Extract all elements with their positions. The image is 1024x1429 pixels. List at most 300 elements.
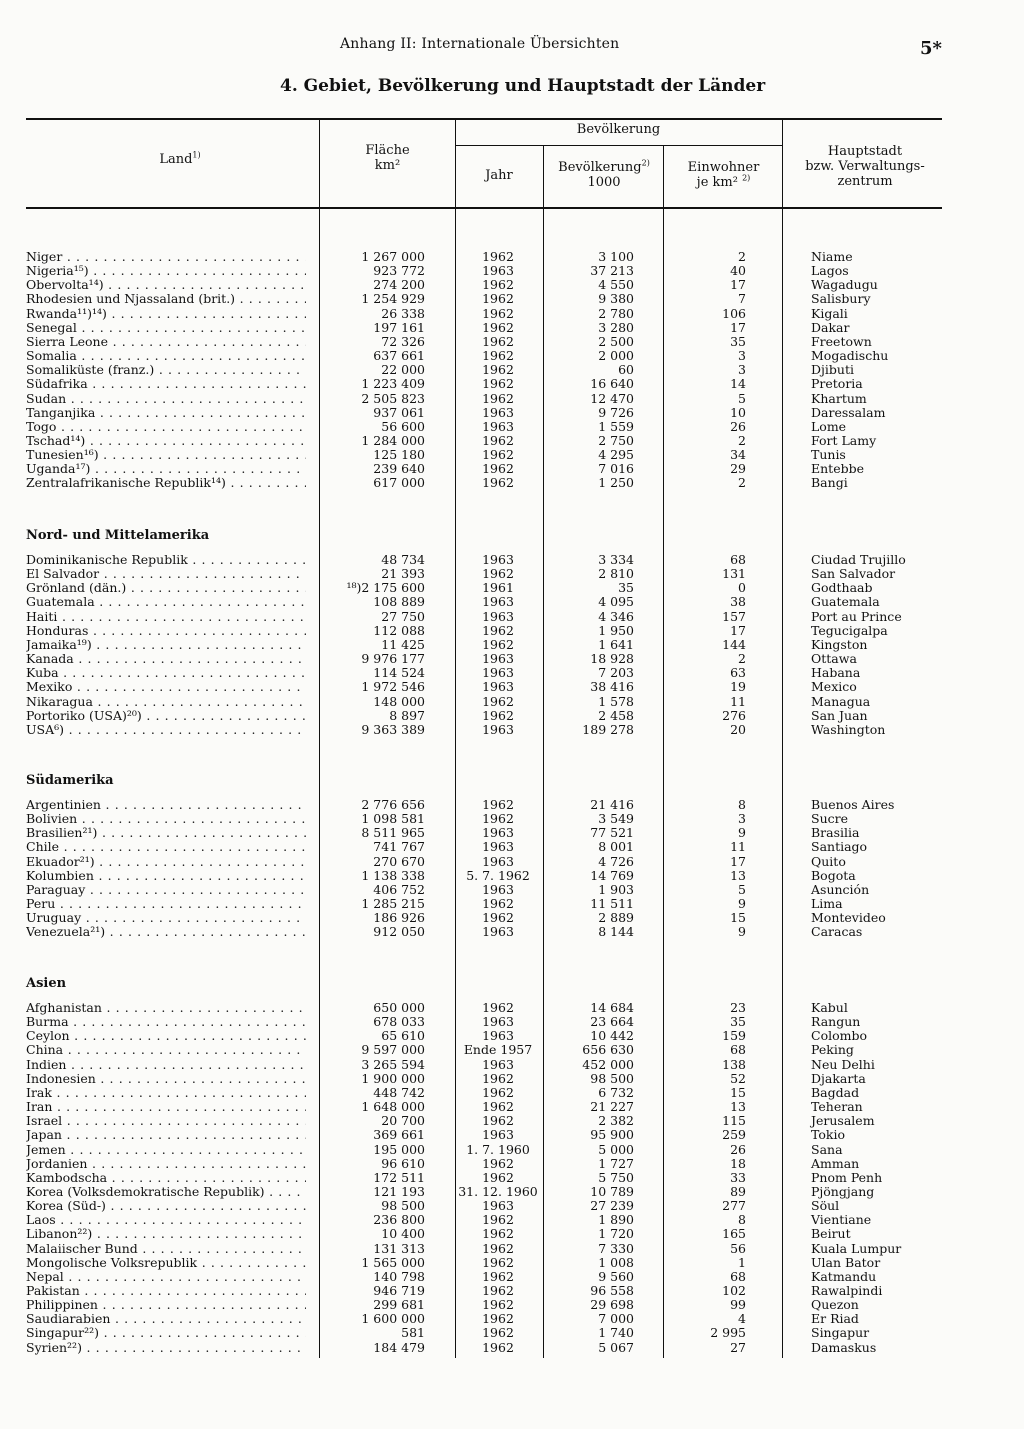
country-name: Irak . . .: [26, 1086, 306, 1100]
population-value: 3 280: [598, 319, 634, 335]
area-value: 274 200: [373, 277, 425, 293]
density-value: 2: [738, 432, 746, 448]
density-value: 68: [730, 1268, 746, 1284]
country-name: Tschad¹⁴) . . .: [26, 434, 306, 448]
year-value: 1963: [482, 608, 514, 624]
population-value: 2 458: [598, 707, 634, 723]
country-name: Bolivien . . .: [26, 812, 306, 826]
capital-name: Teheran: [811, 1099, 863, 1115]
population-value: 27 239: [590, 1198, 634, 1214]
header-hauptstadt-line1: Hauptstadt: [827, 144, 903, 159]
population-value: 3 549: [598, 811, 634, 827]
density-value: 106: [722, 305, 746, 321]
year-value: 1962: [482, 910, 514, 926]
table-row: [0, 1213, 1024, 1227]
area-value: 1 900 000: [361, 1070, 425, 1086]
header-einwohner-note: 2): [742, 173, 751, 183]
country-name: Rwanda¹¹)¹⁴) . . .: [26, 307, 306, 321]
density-value: 89: [730, 1183, 746, 1199]
population-value: 35: [618, 580, 634, 596]
country-name: Malaiischer Bund . . .: [26, 1242, 306, 1256]
table-row: [0, 624, 1024, 638]
area-value: 195 000: [373, 1141, 425, 1157]
area-value: 121 193: [373, 1183, 425, 1199]
area-value: 1 565 000: [361, 1254, 425, 1270]
density-value: 2 995: [710, 1325, 746, 1341]
year-value: 1962: [482, 447, 514, 463]
area-value: 239 640: [373, 461, 425, 477]
country-name: Japan . . .: [26, 1128, 306, 1142]
table-row: [0, 826, 1024, 840]
population-value: 5 067: [598, 1339, 634, 1355]
table-row: [0, 335, 1024, 349]
density-value: 40: [730, 263, 746, 279]
capital-name: Tokio: [811, 1127, 845, 1143]
population-value: 7 000: [598, 1311, 634, 1327]
density-value: 2: [738, 475, 746, 491]
country-name: Venezuela²¹) . . .: [26, 925, 306, 939]
header-bev-1000: [545, 160, 663, 190]
table-row: [0, 869, 1024, 883]
area-value: 741 767: [373, 839, 425, 855]
area-value: 2 776 656: [361, 797, 425, 812]
population-value: 2 810: [598, 566, 634, 582]
table-row: [0, 798, 1024, 812]
year-value: 1962: [482, 693, 514, 709]
table-row: [0, 420, 1024, 434]
density-value: 33: [730, 1169, 746, 1185]
area-value: 48 734: [381, 552, 425, 567]
capital-name: Santiago: [811, 839, 868, 855]
density-value: 29: [730, 461, 746, 477]
table-row: [0, 1058, 1024, 1072]
table-row: [0, 1199, 1024, 1213]
capital-name: Freetown: [811, 333, 872, 349]
capital-name: Khartum: [811, 390, 867, 406]
country-name: Nepal . . .: [26, 1270, 306, 1284]
area-value: 299 681: [373, 1297, 425, 1313]
capital-name: Ciudad Trujillo: [811, 552, 906, 567]
header-flaeche: [330, 143, 445, 173]
capital-name: San Juan: [811, 707, 868, 723]
area-value: 27 750: [381, 608, 425, 624]
density-value: 63: [730, 665, 746, 681]
population-value: 189 278: [582, 721, 634, 737]
population-value: 10 789: [590, 1183, 634, 1199]
area-value: 1 648 000: [361, 1099, 425, 1115]
area-value: 2 505 823: [361, 390, 425, 406]
population-value: 14 769: [590, 867, 634, 883]
area-value: 172 511: [373, 1169, 425, 1185]
capital-name: Söul: [811, 1198, 840, 1214]
table-row: [0, 553, 1024, 567]
density-value: 34: [730, 447, 746, 463]
capital-name: Guatemala: [811, 594, 880, 610]
capital-name: Wagadugu: [811, 277, 878, 293]
density-value: 259: [722, 1127, 746, 1143]
country-name: Sudan . . .: [26, 392, 306, 406]
table-row: [0, 1128, 1024, 1142]
density-value: 11: [730, 693, 746, 709]
density-value: 8: [738, 1212, 746, 1228]
table-row: [0, 1256, 1024, 1270]
population-value: 656 630: [582, 1042, 634, 1058]
table-row: [0, 652, 1024, 666]
capital-name: Jerusalem: [811, 1113, 875, 1129]
population-value: 1 890: [598, 1212, 634, 1228]
country-name: Jamaika¹⁹) . . .: [26, 638, 306, 652]
year-value: 1962: [482, 1297, 514, 1313]
capital-name: Peking: [811, 1042, 854, 1058]
year-value: 1962: [482, 1325, 514, 1341]
population-value: 21 227: [590, 1099, 634, 1115]
population-value: 7 330: [598, 1240, 634, 1256]
density-value: 115: [722, 1113, 746, 1129]
area-value: 10 400: [381, 1226, 425, 1242]
country-name: Laos . . .: [26, 1213, 306, 1227]
year-value: 1962: [482, 1169, 514, 1185]
header-land-note: 1): [192, 150, 201, 160]
year-value: 1963: [482, 1014, 514, 1030]
density-value: 5: [738, 390, 746, 406]
population-value: 23 664: [590, 1014, 634, 1030]
density-value: 35: [730, 333, 746, 349]
table-title: 4. Gebiet, Bevölkerung und Hauptstadt der Länder: [280, 76, 766, 96]
country-name: Nikaragua . . .: [26, 695, 306, 709]
density-value: 27: [730, 1339, 746, 1355]
population-value: 38 416: [590, 679, 634, 695]
density-value: 14: [730, 376, 746, 392]
capital-name: Er Riad: [811, 1311, 859, 1327]
population-value: 9 726: [598, 404, 634, 420]
country-name: Uruguay . . .: [26, 911, 306, 925]
year-value: 1962: [482, 376, 514, 392]
population-value: 2 889: [598, 910, 634, 926]
area-value: 131 313: [373, 1240, 425, 1256]
area-value: 1 972 546: [361, 679, 425, 695]
population-value: 2 382: [598, 1113, 634, 1129]
area-value: 140 798: [373, 1268, 425, 1284]
capital-name: Bangi: [811, 475, 848, 491]
area-value: 65 610: [381, 1028, 425, 1044]
country-name: Senegal . . .: [26, 321, 306, 335]
year-value: 1962: [482, 291, 514, 307]
density-value: 276: [722, 707, 746, 723]
table-row: [0, 925, 1024, 939]
area-value: 912 050: [373, 924, 425, 940]
density-value: 19: [730, 679, 746, 695]
year-value: 1962: [482, 461, 514, 477]
area-value: 1 600 000: [361, 1311, 425, 1327]
population-value: 1 250: [598, 475, 634, 491]
capital-name: Niame: [811, 249, 853, 264]
density-value: 56: [730, 1240, 746, 1256]
population-value: 14 684: [590, 1000, 634, 1015]
country-name: Dominikanische Republik . . .: [26, 553, 306, 567]
year-value: 1963: [482, 1028, 514, 1044]
area-value: 8 897: [389, 707, 425, 723]
country-name: Syrien²²) . . .: [26, 1341, 306, 1355]
table-row: [0, 812, 1024, 826]
population-value: 95 900: [590, 1127, 634, 1143]
population-value: 1 740: [598, 1325, 634, 1341]
header-jahr: [455, 168, 543, 183]
area-value: 1 098 581: [361, 811, 425, 827]
area-value: 9 976 177: [361, 651, 425, 667]
header-einwohner-label: Einwohner: [687, 160, 760, 175]
area-value: ¹⁸)2 175 600: [346, 580, 425, 596]
population-value: 9 380: [598, 291, 634, 307]
year-value: 1962: [482, 1339, 514, 1355]
country-name: Togo . . .: [26, 420, 306, 434]
country-name: Mexiko . . .: [26, 680, 306, 694]
year-value: 1963: [482, 1198, 514, 1214]
capital-name: Lagos: [811, 263, 849, 279]
density-value: 9: [738, 825, 746, 841]
table-row: [0, 840, 1024, 854]
country-name: Korea (Süd-) . . .: [26, 1199, 306, 1213]
density-value: 13: [730, 1099, 746, 1115]
year-value: 1. 7. 1960: [466, 1141, 530, 1157]
capital-name: Bogota: [811, 867, 856, 883]
density-value: 9: [738, 896, 746, 912]
country-name: Iran . . .: [26, 1100, 306, 1114]
year-value: 1963: [482, 679, 514, 695]
year-value: 1963: [482, 839, 514, 855]
population-value: 1 903: [598, 881, 634, 897]
density-value: 17: [730, 277, 746, 293]
bevoelkerung-subrule: [455, 145, 782, 146]
country-name: Pakistan . . .: [26, 1284, 306, 1298]
table-row: [0, 1242, 1024, 1256]
country-name: Obervolta¹⁴) . . .: [26, 278, 306, 292]
year-value: 1963: [482, 825, 514, 841]
table-row: [0, 406, 1024, 420]
header-hauptstadt-line2: bzw. Verwaltungs-: [805, 159, 925, 174]
capital-name: Pretoria: [811, 376, 863, 392]
population-value: 1 559: [598, 418, 634, 434]
country-name: Jemen . . .: [26, 1143, 306, 1157]
capital-name: Port au Prince: [811, 608, 902, 624]
capital-name: Quito: [811, 853, 846, 869]
capital-name: Dakar: [811, 319, 850, 335]
header-bottom-rule: [26, 207, 942, 209]
year-value: 1962: [482, 1254, 514, 1270]
table-row: [0, 278, 1024, 292]
density-value: 3: [738, 362, 746, 378]
table-row: [0, 434, 1024, 448]
density-value: 38: [730, 594, 746, 610]
year-value: 1963: [482, 263, 514, 279]
table-row: [0, 680, 1024, 694]
year-value: Ende 1957: [463, 1042, 533, 1058]
table-row: [0, 666, 1024, 680]
table-row: [0, 897, 1024, 911]
country-name: Afghanistan . . .: [26, 1001, 306, 1015]
year-value: 1962: [482, 1311, 514, 1327]
capital-name: Lome: [811, 418, 847, 434]
area-value: 197 161: [373, 319, 425, 335]
density-value: 131: [722, 566, 746, 582]
density-value: 102: [722, 1283, 746, 1298]
country-name: Kambodscha . . .: [26, 1171, 306, 1185]
capital-name: Tegucigalpa: [811, 622, 888, 638]
capital-name: Djibuti: [811, 362, 854, 378]
country-name: Haiti . . .: [26, 610, 306, 624]
year-value: 1962: [482, 1000, 514, 1015]
area-value: 186 926: [373, 910, 425, 926]
year-value: 1962: [482, 707, 514, 723]
area-value: 114 524: [373, 665, 425, 681]
year-value: 1962: [482, 622, 514, 638]
year-value: 1962: [482, 1155, 514, 1171]
area-value: 937 061: [373, 404, 425, 420]
population-value: 3 334: [598, 552, 634, 567]
header-land-label: Land: [159, 152, 193, 167]
country-name: Tanganjika . . .: [26, 406, 306, 420]
area-value: 20 700: [381, 1113, 425, 1129]
capital-name: Amman: [811, 1155, 860, 1171]
density-value: 13: [730, 867, 746, 883]
population-value: 7 016: [598, 461, 634, 477]
area-value: 11 425: [381, 636, 425, 652]
population-value: 4 550: [598, 277, 634, 293]
year-value: 1962: [482, 390, 514, 406]
population-value: 7 203: [598, 665, 634, 681]
table-row: [0, 1100, 1024, 1114]
area-value: 184 479: [373, 1339, 425, 1355]
page-number: 5*: [920, 38, 942, 59]
capital-name: Ulan Bator: [811, 1254, 881, 1270]
table-row: [0, 695, 1024, 709]
year-value: 1962: [482, 1240, 514, 1256]
table-row: [0, 462, 1024, 476]
area-value: 9 363 389: [361, 721, 425, 737]
country-name: Portoriko (USA)²⁰) . . .: [26, 709, 306, 723]
density-value: 17: [730, 319, 746, 335]
density-value: 7: [738, 291, 746, 307]
year-value: 1962: [482, 319, 514, 335]
year-value: 1962: [482, 1268, 514, 1284]
table-row: [0, 567, 1024, 581]
area-value: 96 610: [381, 1155, 425, 1171]
header-bevoelkerung: [455, 122, 782, 137]
capital-name: Kuala Lumpur: [811, 1240, 902, 1256]
country-name: Kanada . . .: [26, 652, 306, 666]
capital-name: Colombo: [811, 1028, 867, 1044]
capital-name: Fort Lamy: [811, 432, 877, 448]
capital-name: Singapur: [811, 1325, 870, 1341]
country-name: Niger . . .: [26, 250, 306, 264]
country-name: Guatemala . . .: [26, 595, 306, 609]
table-row: [0, 448, 1024, 462]
country-name: El Salvador . . .: [26, 567, 306, 581]
capital-name: Caracas: [811, 924, 863, 940]
table-row: [0, 1015, 1024, 1029]
table-row: [0, 1312, 1024, 1326]
density-value: 3: [738, 348, 746, 364]
population-value: 8 144: [598, 924, 634, 940]
capital-name: Montevideo: [811, 910, 886, 926]
capital-name: Ottawa: [811, 651, 857, 667]
density-value: 68: [730, 1042, 746, 1058]
area-value: 448 742: [373, 1084, 425, 1100]
capital-name: Tunis: [811, 447, 846, 463]
country-name: USA⁶) . . .: [26, 723, 306, 737]
population-value: 1 727: [598, 1155, 634, 1171]
area-value: 8 511 965: [361, 825, 425, 841]
capital-name: Habana: [811, 665, 861, 681]
capital-name: Asunción: [811, 881, 870, 897]
capital-name: Salisbury: [811, 291, 871, 307]
header-einwohner-unit: je km²: [696, 175, 738, 190]
table-row: [0, 610, 1024, 624]
year-value: 1962: [482, 1212, 514, 1228]
country-name: Sierra Leone . . .: [26, 335, 306, 349]
table-row: [0, 321, 1024, 335]
capital-name: Kingston: [811, 636, 868, 652]
capital-name: Lima: [811, 896, 843, 912]
year-value: 1963: [482, 665, 514, 681]
year-value: 1963: [482, 418, 514, 434]
country-name: Rhodesien und Njassaland (brit.) . . .: [26, 292, 306, 306]
area-value: 236 800: [373, 1212, 425, 1228]
density-value: 144: [722, 636, 746, 652]
table-row: [0, 1185, 1024, 1199]
capital-name: Bagdad: [811, 1084, 860, 1100]
area-value: 369 661: [373, 1127, 425, 1143]
area-value: 148 000: [373, 693, 425, 709]
area-value: 108 889: [373, 594, 425, 610]
capital-name: Managua: [811, 693, 871, 709]
table-row: [0, 392, 1024, 406]
year-value: 1962: [482, 249, 514, 264]
header-einwohner: [665, 160, 782, 190]
table-row: [0, 1298, 1024, 1312]
table-row: [0, 855, 1024, 869]
capital-name: Sana: [811, 1141, 843, 1157]
density-value: 277: [722, 1198, 746, 1214]
table-row: [0, 1072, 1024, 1086]
country-name: Kolumbien . . .: [26, 869, 306, 883]
area-value: 617 000: [373, 475, 425, 491]
table-row: [0, 307, 1024, 321]
area-value: 125 180: [373, 447, 425, 463]
population-value: 6 732: [598, 1084, 634, 1100]
population-value: 21 416: [590, 797, 634, 812]
population-value: 18 928: [590, 651, 634, 667]
year-value: 1962: [482, 475, 514, 491]
table-row: [0, 1284, 1024, 1298]
table-row: [0, 1114, 1024, 1128]
density-value: 35: [730, 1014, 746, 1030]
country-name: Paraguay . . .: [26, 883, 306, 897]
area-value: 1 223 409: [361, 376, 425, 392]
table-row: [0, 581, 1024, 595]
header-flaeche-unit: km²: [374, 158, 401, 173]
table-row: [0, 911, 1024, 925]
table-row: [0, 250, 1024, 264]
density-value: 26: [730, 418, 746, 434]
year-value: 1962: [482, 333, 514, 349]
year-value: 1963: [482, 1127, 514, 1143]
header-land: [120, 152, 240, 167]
population-value: 5 750: [598, 1169, 634, 1185]
density-value: 99: [730, 1297, 746, 1313]
table-row: [0, 638, 1024, 652]
density-value: 0: [738, 580, 746, 596]
area-value: 270 670: [373, 853, 425, 869]
